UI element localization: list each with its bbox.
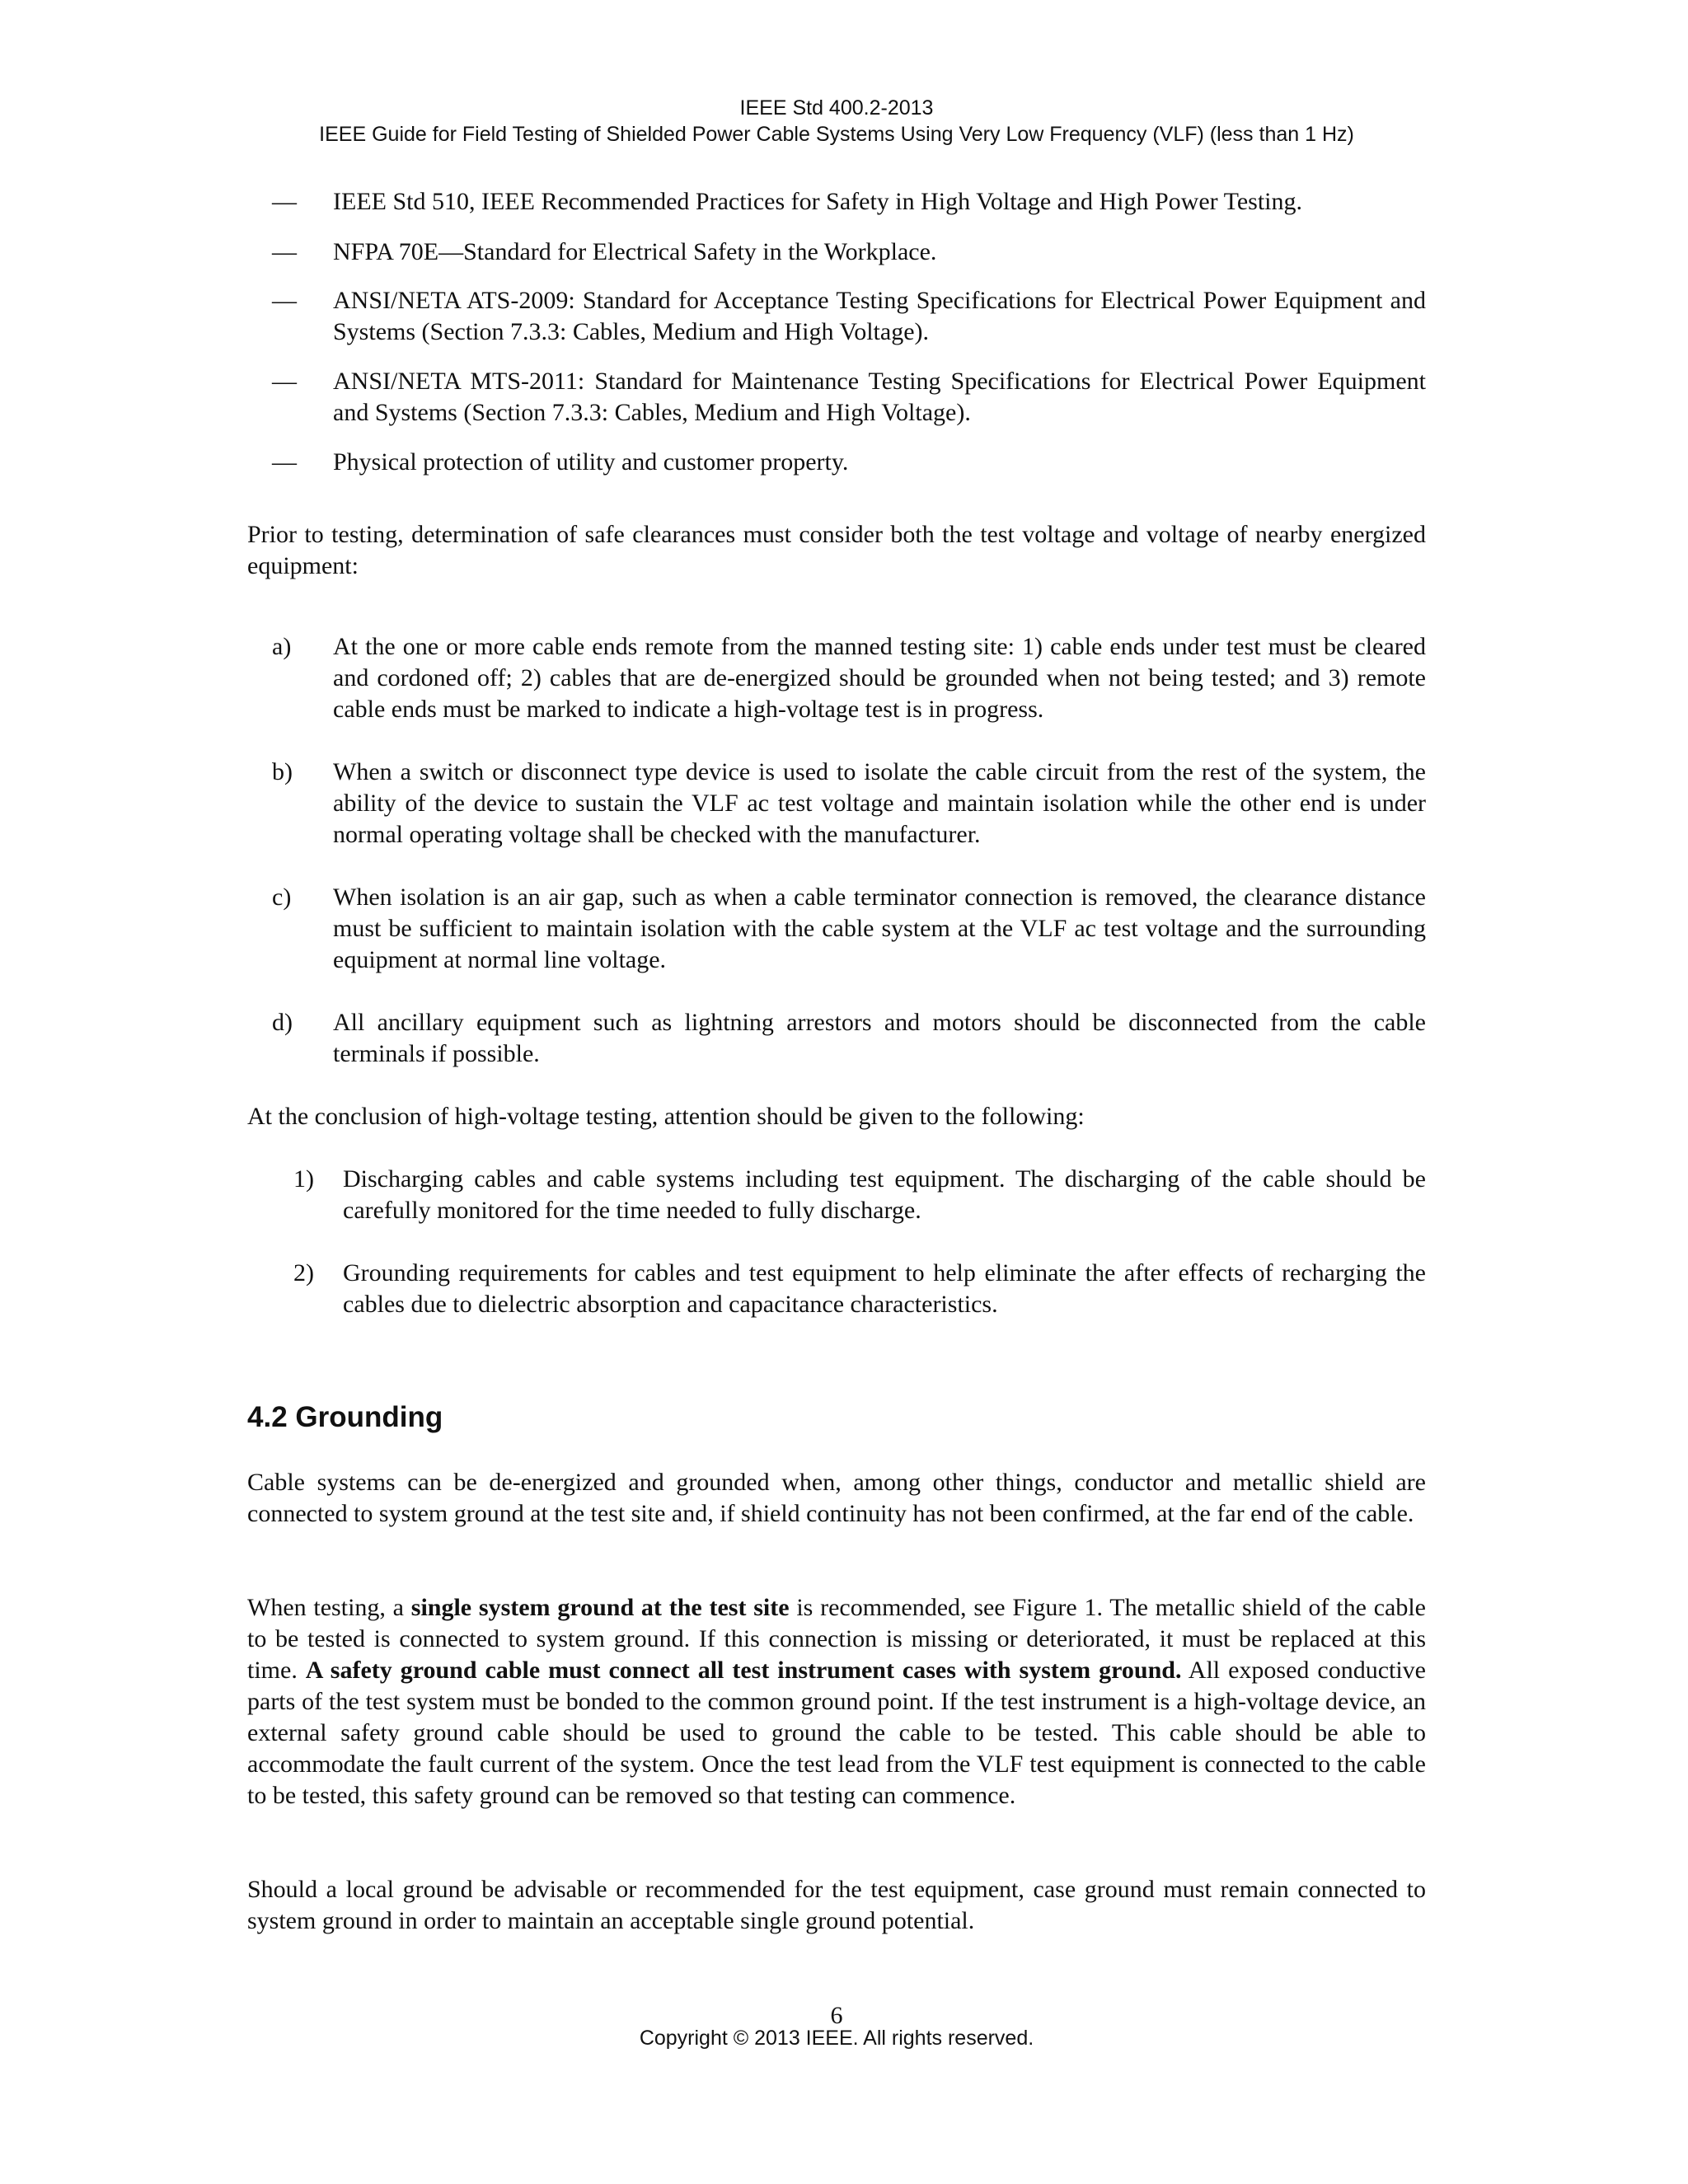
paragraph-text: is recommended, see Figure 1. The metallic shield of the cable to be tested is connected to system ground. If this connection is missing or deteriorated, it must be replaced at this time. <box>247 1594 1426 1684</box>
list-item-text: When isolation is an air gap, such as when a cable terminator connection is removed, the clearance distance must be sufficient to maintain isolation with the cable system at the VLF ac test voltage and the surrounding equipment at normal line voltage. <box>333 883 1426 973</box>
paragraph-text: All exposed conductive parts of the test system must be bonded to the common ground point. If the test instrument is a high-voltage device, an external safety ground cable should be used to ground the cable to be tested. This cable should be able to accommodate the fault current of the system. Once the test lead from the VLF test equipment is connected to the cable to be tested, this safety ground can be removed so that testing can commence. <box>247 1657 1426 1809</box>
dash-marker: — <box>272 448 297 476</box>
page-number: 6 <box>830 2002 843 2029</box>
grounding-paragraph-1: Cable systems can be de-energized and grounded when, among other things, conductor and metallic shield are connected to system ground at the test site and, if shield continuity has not been confirmed, at the far end of the cable. <box>247 1469 1426 1527</box>
list-item-text: When a switch or disconnect type device is used to isolate the cable circuit from the rest of the system, the ability of the device to sustain the VLF ac test voltage and maintain isolation while the other end is under normal operating voltage shall be checked with the manufacturer. <box>333 758 1426 848</box>
list-item-text: NFPA 70E—Standard for Electrical Safety in the Workplace. <box>333 238 937 265</box>
paragraph-text: When testing, a <box>247 1594 411 1621</box>
list-item-text: ANSI/NETA MTS-2011: Standard for Maintenance Testing Specifications for Electrical Power Equipment and Systems (Section 7.3.3: Cables, Medium and High Voltage). <box>333 368 1426 426</box>
dash-marker: — <box>272 287 297 314</box>
list-item-text: IEEE Std 510, IEEE Recommended Practices for Safety in High Voltage and High Power Testing. <box>333 188 1303 215</box>
list-marker: b) <box>272 758 293 785</box>
list-marker: a) <box>272 633 292 660</box>
list-item-text: Grounding requirements for cables and test equipment to help eliminate the after effects of recharging the cables due to dielectric absorption and capacitance characteristics. <box>343 1259 1426 1318</box>
clearance-intro: Prior to testing, determination of safe clearances must consider both the test voltage and voltage of nearby energized equipment: <box>247 521 1426 579</box>
list-item-text: Discharging cables and cable systems including test equipment. The discharging of the cable should be carefully monitored for the time needed to fully discharge. <box>343 1165 1426 1224</box>
list-marker: c) <box>272 883 292 911</box>
copyright-notice: Copyright © 2013 IEEE. All rights reserved. <box>639 2027 1034 2050</box>
list-item-text: Physical protection of utility and customer property. <box>333 448 849 476</box>
list-item-text: All ancillary equipment such as lightning arrestors and motors should be disconnected from the cable terminals if possible. <box>333 1009 1426 1067</box>
list-item-text: At the one or more cable ends remote from the manned testing site: 1) cable ends under test must be cleared and cordoned off; 2) cables that are de-energized should be grounded when not being tested; and 3) remote cable ends must be marked to indicate a high-voltage test is in progress. <box>333 633 1426 723</box>
bold-phrase-single-ground: single system ground at the test site <box>410 1594 790 1621</box>
list-marker: d) <box>272 1009 293 1036</box>
section-heading: 4.2 Grounding <box>247 1401 443 1433</box>
dash-marker: — <box>272 188 297 215</box>
list-marker: 1) <box>293 1165 314 1193</box>
dash-marker: — <box>272 238 297 265</box>
dash-marker: — <box>272 368 297 395</box>
header-title: IEEE Guide for Field Testing of Shielded Power Cable Systems Using Very Low Frequency (VLF) (less than 1 Hz) <box>319 123 1354 146</box>
bold-sentence-safety-ground: A safety ground cable must connect all test instrument cases with system ground. <box>305 1657 1182 1684</box>
conclusion-intro: At the conclusion of high-voltage testing, attention should be given to the following: <box>247 1103 1085 1130</box>
grounding-paragraph-3: Should a local ground be advisable or recommended for the test equipment, case ground must remain connected to system ground in order to maintain an acceptable single ground potential. <box>247 1876 1426 1934</box>
list-marker: 2) <box>293 1259 314 1286</box>
document-page <box>247 0 1426 2184</box>
header-standard: IEEE Std 400.2-2013 <box>739 96 934 120</box>
list-item-text: ANSI/NETA ATS-2009: Standard for Acceptance Testing Specifications for Electrical Power Equipment and Systems (Section 7.3.3: Cables, Medium and High Voltage). <box>333 287 1426 345</box>
grounding-paragraph-2 <box>247 1592 1426 1811</box>
